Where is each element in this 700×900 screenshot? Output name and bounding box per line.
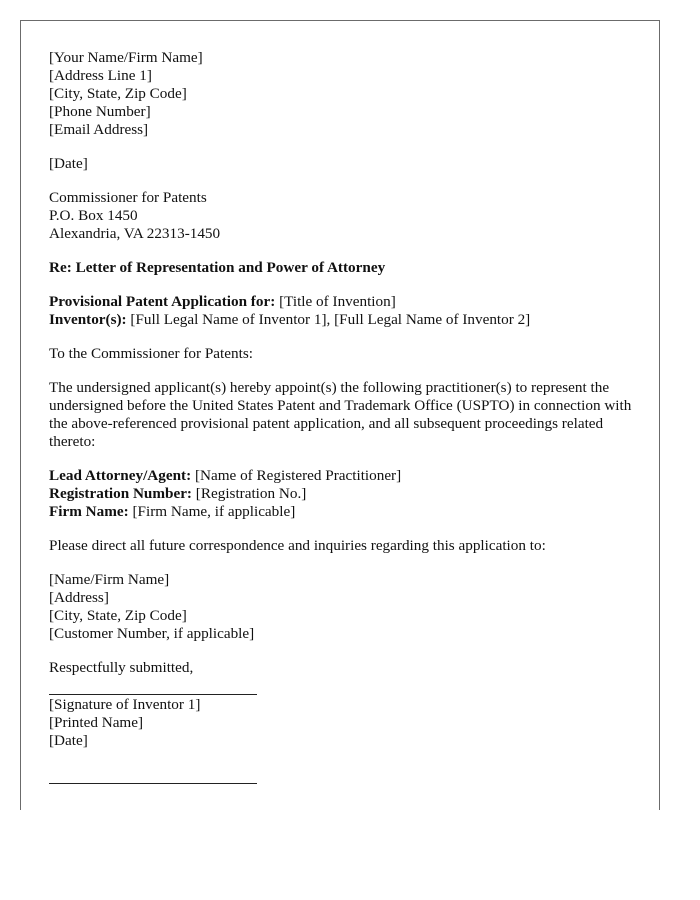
correspondence-city-state-zip: [City, State, Zip Code]	[49, 607, 187, 624]
registration-number-label: Registration Number:	[49, 485, 192, 502]
signature-line-2	[49, 783, 257, 784]
sender-address: [Address Line 1]	[49, 67, 152, 84]
lead-attorney-line	[49, 467, 639, 485]
recipient-line2: P.O. Box 1450	[49, 207, 138, 224]
closing: Respectfully submitted,	[49, 659, 194, 676]
signature-label: [Signature of Inventor 1]	[49, 696, 201, 713]
letter-date: [Date]	[49, 155, 88, 172]
recipient-line1: Commissioner for Patents	[49, 189, 207, 206]
sender-block	[49, 49, 639, 139]
recipient-block	[49, 189, 639, 243]
sender-phone: [Phone Number]	[49, 103, 151, 120]
lead-attorney-value: [Name of Registered Practitioner]	[191, 467, 402, 484]
registration-number-line	[49, 485, 639, 503]
inventors-label: Inventor(s):	[49, 311, 127, 328]
lead-attorney-label: Lead Attorney/Agent:	[49, 467, 192, 484]
sender-email: [Email Address]	[49, 121, 149, 138]
recipient-line3: Alexandria, VA 22313-1450	[49, 225, 221, 242]
application-value: [Title of Invention]	[275, 293, 396, 310]
correspondence-intro: Please direct all future correspondence and inquiries regarding this application to:	[49, 537, 546, 554]
application-title-line	[49, 293, 639, 311]
firm-name-value: [Firm Name, if applicable]	[128, 503, 296, 520]
practitioner-block	[49, 467, 639, 521]
signature-date-label: [Date]	[49, 732, 88, 749]
subject-line: Re: Letter of Representation and Power of Attorney	[49, 259, 386, 276]
signature-line-1	[49, 694, 257, 695]
firm-name-line	[49, 503, 639, 521]
salutation: To the Commissioner for Patents:	[49, 345, 253, 362]
correspondence-name: [Name/Firm Name]	[49, 571, 170, 588]
sender-city-state-zip: [City, State, Zip Code]	[49, 85, 187, 102]
letter-page	[20, 20, 660, 810]
firm-name-label: Firm Name:	[49, 503, 129, 520]
inventors-value: [Full Legal Name of Inventor 1], [Full Legal Name of Inventor 2]	[126, 311, 531, 328]
sender-name: [Your Name/Firm Name]	[49, 49, 203, 66]
body-paragraph: The undersigned applicant(s) hereby appoint(s) the following practitioner(s) to represent the undersigned before the United States Patent and Trademark Office (USPTO) in connection with the above-referenced provisional patent application, and all subsequent proceedings related thereto:	[49, 379, 632, 450]
signature-block-1	[49, 696, 639, 750]
correspondence-customer-number: [Customer Number, if applicable]	[49, 625, 255, 642]
correspondence-address: [Address]	[49, 589, 109, 606]
application-block	[49, 293, 639, 329]
printed-name-label: [Printed Name]	[49, 714, 144, 731]
inventors-line	[49, 311, 639, 329]
registration-number-value: [Registration No.]	[192, 485, 307, 502]
letter-content	[49, 49, 639, 785]
correspondence-block	[49, 571, 639, 643]
application-label: Provisional Patent Application for:	[49, 293, 276, 310]
